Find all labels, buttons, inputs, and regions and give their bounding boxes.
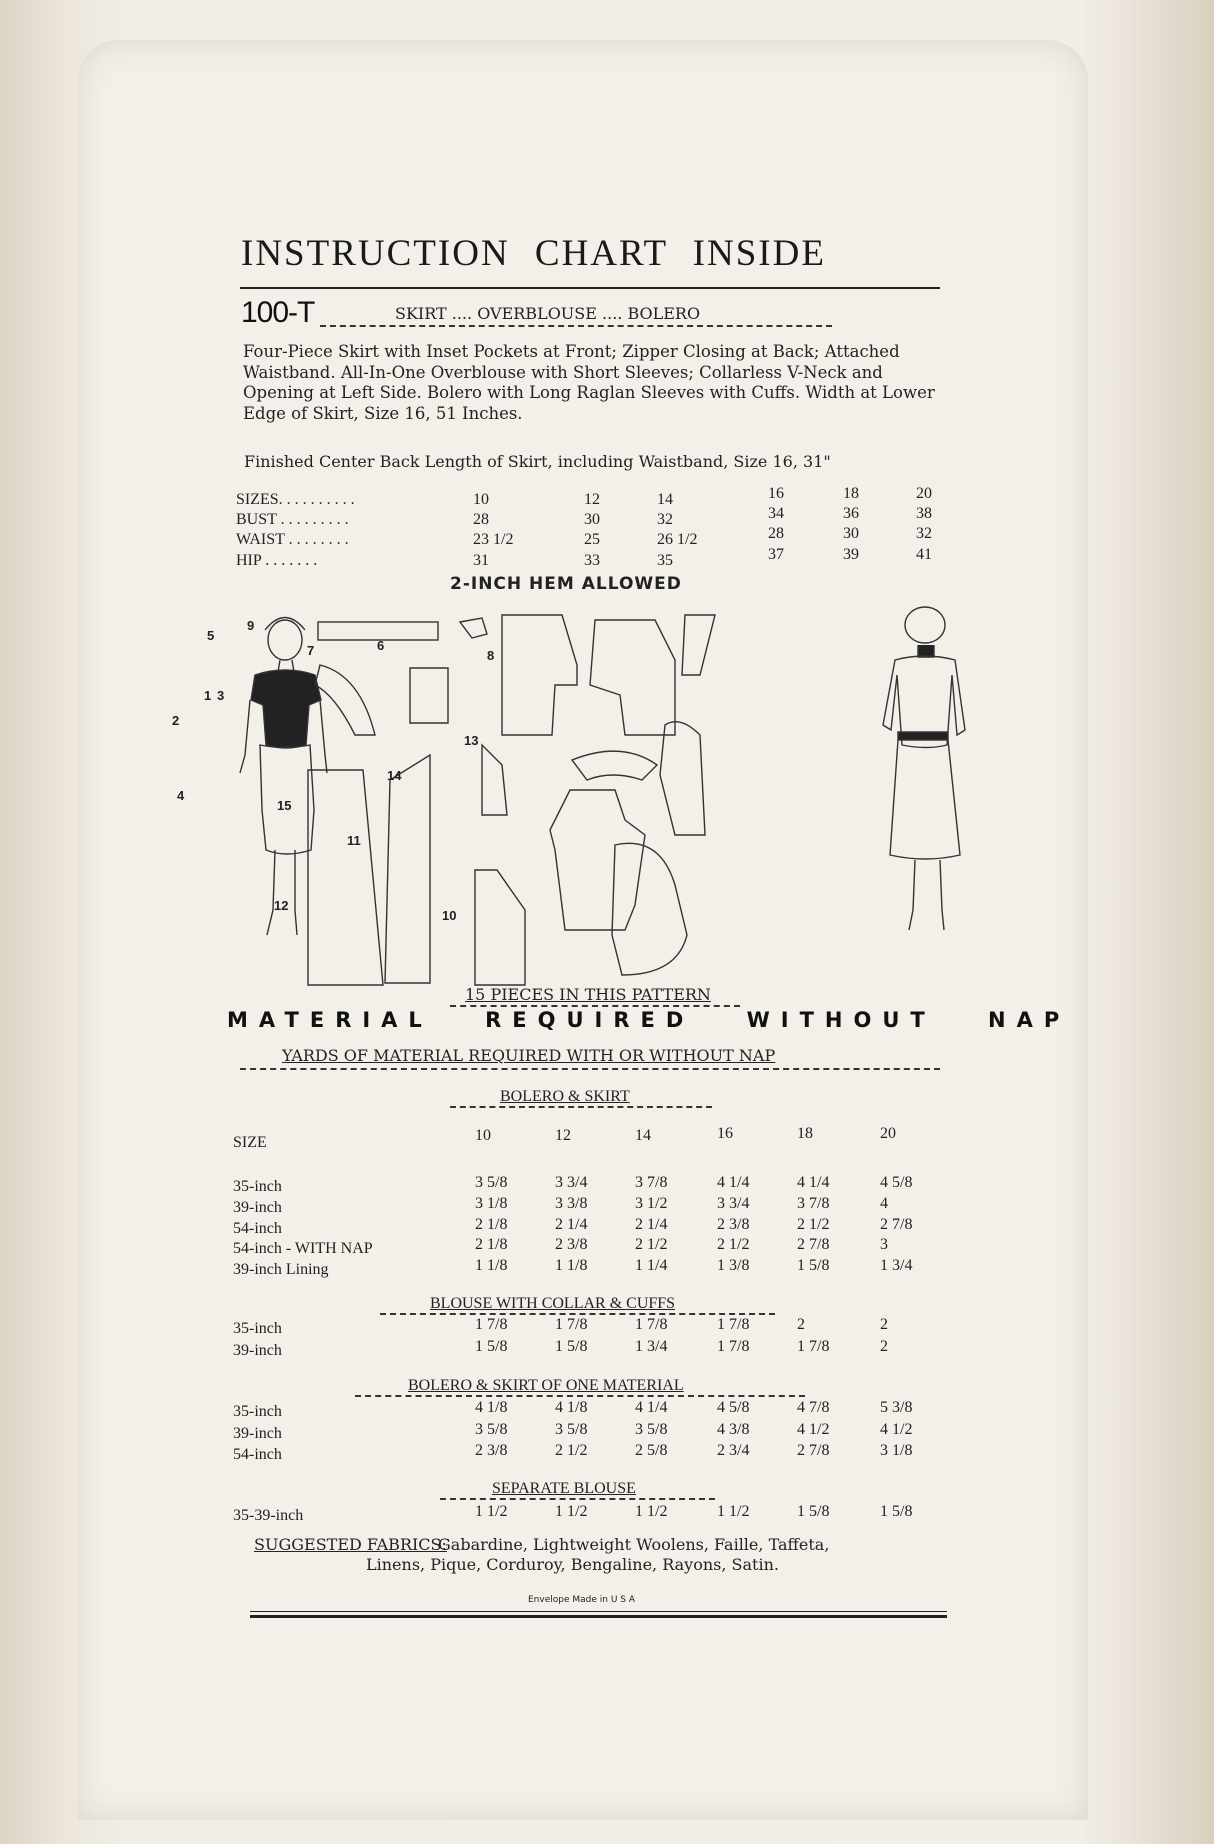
yardage-value: 4 1/2 [797, 1421, 830, 1438]
pattern-piece-number: 14 [387, 768, 402, 783]
yardage-section-title: SEPARATE BLOUSE [492, 1480, 636, 1497]
yardage-value: 2 [797, 1316, 805, 1333]
size-header: 10 [475, 1127, 491, 1144]
yardage-value: 3 1/8 [475, 1195, 508, 1212]
yardage-section-title: BOLERO & SKIRT [500, 1088, 630, 1105]
yardage-value: 3 1/2 [635, 1195, 668, 1212]
yardage-value: 2 1/8 [475, 1216, 508, 1233]
measurement-value: 30 [843, 525, 859, 542]
measurement-value: 33 [584, 552, 600, 569]
measurement-value: 16 [768, 485, 784, 502]
measurement-value: 28 [768, 525, 784, 542]
yardage-row-label: 39-inch [233, 1199, 282, 1216]
yardage-value: 3 5/8 [555, 1421, 588, 1438]
pattern-piece-number: 2 [172, 713, 180, 728]
measurement-value: 30 [584, 511, 600, 528]
title-rule [240, 287, 940, 289]
measurement-value: 14 [657, 491, 673, 508]
pattern-piece-number: 3 [217, 688, 225, 703]
measurement-value: 26 1/2 [657, 531, 698, 548]
yardage-value: 1 1/2 [717, 1503, 750, 1520]
pattern-piece-number: 11 [347, 833, 361, 848]
pattern-illustration [172, 600, 980, 990]
yardage-value: 2 5/8 [635, 1442, 668, 1459]
yardage-row-label: 35-inch [233, 1320, 282, 1337]
yardage-value: 5 3/8 [880, 1399, 913, 1416]
pattern-description: Four-Piece Skirt with Inset Pockets at Front; Zipper Closing at Back; Attached Waistband. All-In-One Overblouse with Short Sleeves; Collarless V-Neck and Opening at Left Side. Bolero with Long Raglan Sleeves with Cuffs. Width at Lower Edge of Skirt, Size 16, 51 Inches. [243, 342, 935, 423]
yardage-row-label: 35-inch [233, 1178, 282, 1195]
yardage-value: 1 1/8 [555, 1257, 588, 1274]
size-header: 20 [880, 1125, 896, 1142]
hem-note: 2-INCH HEM ALLOWED [450, 574, 682, 594]
measurement-value: 38 [916, 505, 932, 522]
yardage-value: 3 [880, 1236, 888, 1253]
measurement-value: 32 [916, 525, 932, 542]
pattern-piece-number: 9 [247, 618, 255, 633]
yardage-row-label: 54-inch - WITH NAP [233, 1240, 373, 1257]
yardage-value: 1 1/2 [635, 1503, 668, 1520]
yardage-value: 2 [880, 1316, 888, 1333]
size-header: 14 [635, 1127, 651, 1144]
yardage-value: 2 1/8 [475, 1236, 508, 1253]
fabrics-line-1: Gabardine, Lightweight Woolens, Faille, Taffeta, [438, 1535, 830, 1554]
yardage-value: 2 7/8 [880, 1216, 913, 1233]
footer-rule-thin [250, 1611, 947, 1612]
finished-length: Finished Center Back Length of Skirt, including Waistband, Size 16, 31" [244, 452, 831, 471]
yardage-value: 4 7/8 [797, 1399, 830, 1416]
yardage-value: 2 3/4 [717, 1442, 750, 1459]
section-dashes [450, 1106, 712, 1108]
yardage-value: 3 7/8 [797, 1195, 830, 1212]
measurement-value: 12 [584, 491, 600, 508]
yardage-value: 1 5/8 [880, 1503, 913, 1520]
measurement-value: 10 [473, 491, 489, 508]
size-header: 18 [797, 1125, 813, 1142]
yardage-value: 3 1/8 [880, 1442, 913, 1459]
yardage-row-label: 39-inch Lining [233, 1261, 329, 1278]
size-header: 12 [555, 1127, 571, 1144]
yardage-value: 1 1/2 [555, 1503, 588, 1520]
pieces-dashes [450, 1005, 740, 1007]
yardage-value: 1 3/8 [717, 1257, 750, 1274]
front-figure-illustration [240, 618, 327, 936]
yardage-value: 4 1/4 [717, 1174, 750, 1191]
pattern-subtitle: SKIRT .... OVERBLOUSE .... BOLERO [395, 304, 701, 323]
yardage-value: 4 5/8 [880, 1174, 913, 1191]
yardage-value: 4 1/4 [797, 1174, 830, 1191]
yardage-value: 2 7/8 [797, 1442, 830, 1459]
pattern-piece-number: 8 [487, 648, 495, 663]
yardage-row-label: 54-inch [233, 1220, 282, 1237]
measurement-value: 34 [768, 505, 784, 522]
yardage-value: 1 5/8 [797, 1257, 830, 1274]
yardage-value: 1 5/8 [475, 1338, 508, 1355]
yardage-value: 2 3/8 [555, 1236, 588, 1253]
yardage-row-label: 39-inch [233, 1425, 282, 1442]
pattern-piece-number: 4 [177, 788, 185, 803]
section-dashes [380, 1313, 775, 1315]
measurement-value: 18 [843, 485, 859, 502]
pattern-number: 100-T [241, 296, 315, 329]
yardage-value: 4 1/2 [880, 1421, 913, 1438]
yardage-value: 2 3/8 [717, 1216, 750, 1233]
page-title: INSTRUCTION CHART INSIDE [241, 233, 826, 274]
yardage-value: 2 1/2 [555, 1442, 588, 1459]
subtitle-dashes [320, 325, 832, 327]
measurement-value: 28 [473, 511, 489, 528]
measurement-value: 41 [916, 546, 932, 563]
yardage-value: 2 7/8 [797, 1236, 830, 1253]
yards-dashes [240, 1068, 940, 1070]
yardage-value: 2 1/2 [717, 1236, 750, 1253]
yardage-value: 1 7/8 [717, 1316, 750, 1333]
pattern-piece-number: 1 [204, 688, 212, 703]
yardage-value: 4 [880, 1195, 888, 1212]
yardage-value: 1 3/4 [880, 1257, 913, 1274]
yardage-section-title: BLOUSE WITH COLLAR & CUFFS [430, 1295, 676, 1312]
yardage-value: 3 7/8 [635, 1174, 668, 1191]
back-figure-illustration [883, 607, 965, 930]
pattern-piece-number: 7 [307, 643, 315, 658]
yardage-value: 4 1/8 [555, 1399, 588, 1416]
yardage-value: 2 [880, 1338, 888, 1355]
yardage-value: 3 3/8 [555, 1195, 588, 1212]
yardage-value: 1 7/8 [635, 1316, 668, 1333]
yardage-section-title: BOLERO & SKIRT OF ONE MATERIAL [408, 1377, 684, 1394]
envelope-origin: Envelope Made in U S A [528, 1595, 636, 1605]
yardage-value: 2 1/2 [797, 1216, 830, 1233]
pattern-piece-number: 10 [442, 908, 457, 923]
yardage-value: 4 5/8 [717, 1399, 750, 1416]
measurement-label: SIZES. . . . . . . . . . [236, 491, 355, 508]
yardage-value: 3 5/8 [475, 1174, 508, 1191]
yardage-value: 3 3/4 [555, 1174, 588, 1191]
pattern-piece-number: 5 [207, 628, 215, 643]
yardage-value: 4 1/8 [475, 1399, 508, 1416]
yardage-value: 3 5/8 [475, 1421, 508, 1438]
pattern-piece-number: 6 [377, 638, 385, 653]
yardage-value: 1 1/8 [475, 1257, 508, 1274]
pattern-piece-number: 13 [464, 733, 479, 748]
measurement-value: 23 1/2 [473, 531, 514, 548]
pieces-count: 15 PIECES IN THIS PATTERN [465, 985, 711, 1004]
yardage-value: 4 3/8 [717, 1421, 750, 1438]
yardage-value: 1 7/8 [475, 1316, 508, 1333]
yardage-row-label: 54-inch [233, 1446, 282, 1463]
measurement-label: BUST . . . . . . . . . [236, 511, 349, 528]
yardage-value: 1 7/8 [717, 1338, 750, 1355]
yardage-value: 1 7/8 [797, 1338, 830, 1355]
yardage-value: 3 3/4 [717, 1195, 750, 1212]
pattern-piece-number: 12 [274, 898, 289, 913]
yardage-value: 1 7/8 [555, 1316, 588, 1333]
yardage-row-label: 35-inch [233, 1403, 282, 1420]
yardage-value: 2 1/4 [555, 1216, 588, 1233]
footer-rule-thick [250, 1615, 947, 1618]
measurement-value: 37 [768, 546, 784, 563]
size-label: SIZE [233, 1134, 267, 1151]
measurement-value: 31 [473, 552, 489, 569]
yardage-value: 1 5/8 [555, 1338, 588, 1355]
yardage-value: 1 1/2 [475, 1503, 508, 1520]
yardage-value: 3 5/8 [635, 1421, 668, 1438]
measurement-value: 39 [843, 546, 859, 563]
pattern-piece-number: 15 [277, 798, 292, 813]
size-header: 16 [717, 1125, 733, 1142]
yardage-value: 1 3/4 [635, 1338, 668, 1355]
yardage-row-label: 35-39-inch [233, 1507, 304, 1524]
measurement-value: 20 [916, 485, 932, 502]
section-dashes [440, 1498, 715, 1500]
yardage-value: 2 1/2 [635, 1236, 668, 1253]
yardage-value: 2 3/8 [475, 1442, 508, 1459]
yardage-value: 1 1/4 [635, 1257, 668, 1274]
material-heading: MATERIAL REQUIRED WITHOUT NAP [227, 1008, 1071, 1032]
measurement-value: 35 [657, 552, 673, 569]
measurement-label: WAIST . . . . . . . . [236, 531, 349, 548]
fabrics-line-2: Linens, Pique, Corduroy, Bengaline, Rayons, Satin. [366, 1555, 779, 1574]
fabrics-label: SUGGESTED FABRICS: [254, 1535, 447, 1554]
yardage-value: 2 1/4 [635, 1216, 668, 1233]
measurement-label: HIP . . . . . . . [236, 552, 318, 569]
yardage-value: 4 1/4 [635, 1399, 668, 1416]
yardage-value: 1 5/8 [797, 1503, 830, 1520]
measurement-value: 32 [657, 511, 673, 528]
yardage-row-label: 39-inch [233, 1342, 282, 1359]
section-dashes [355, 1395, 805, 1397]
yards-heading: YARDS OF MATERIAL REQUIRED WITH OR WITHOUT NAP [282, 1046, 776, 1065]
measurement-value: 25 [584, 531, 600, 548]
measurement-value: 36 [843, 505, 859, 522]
